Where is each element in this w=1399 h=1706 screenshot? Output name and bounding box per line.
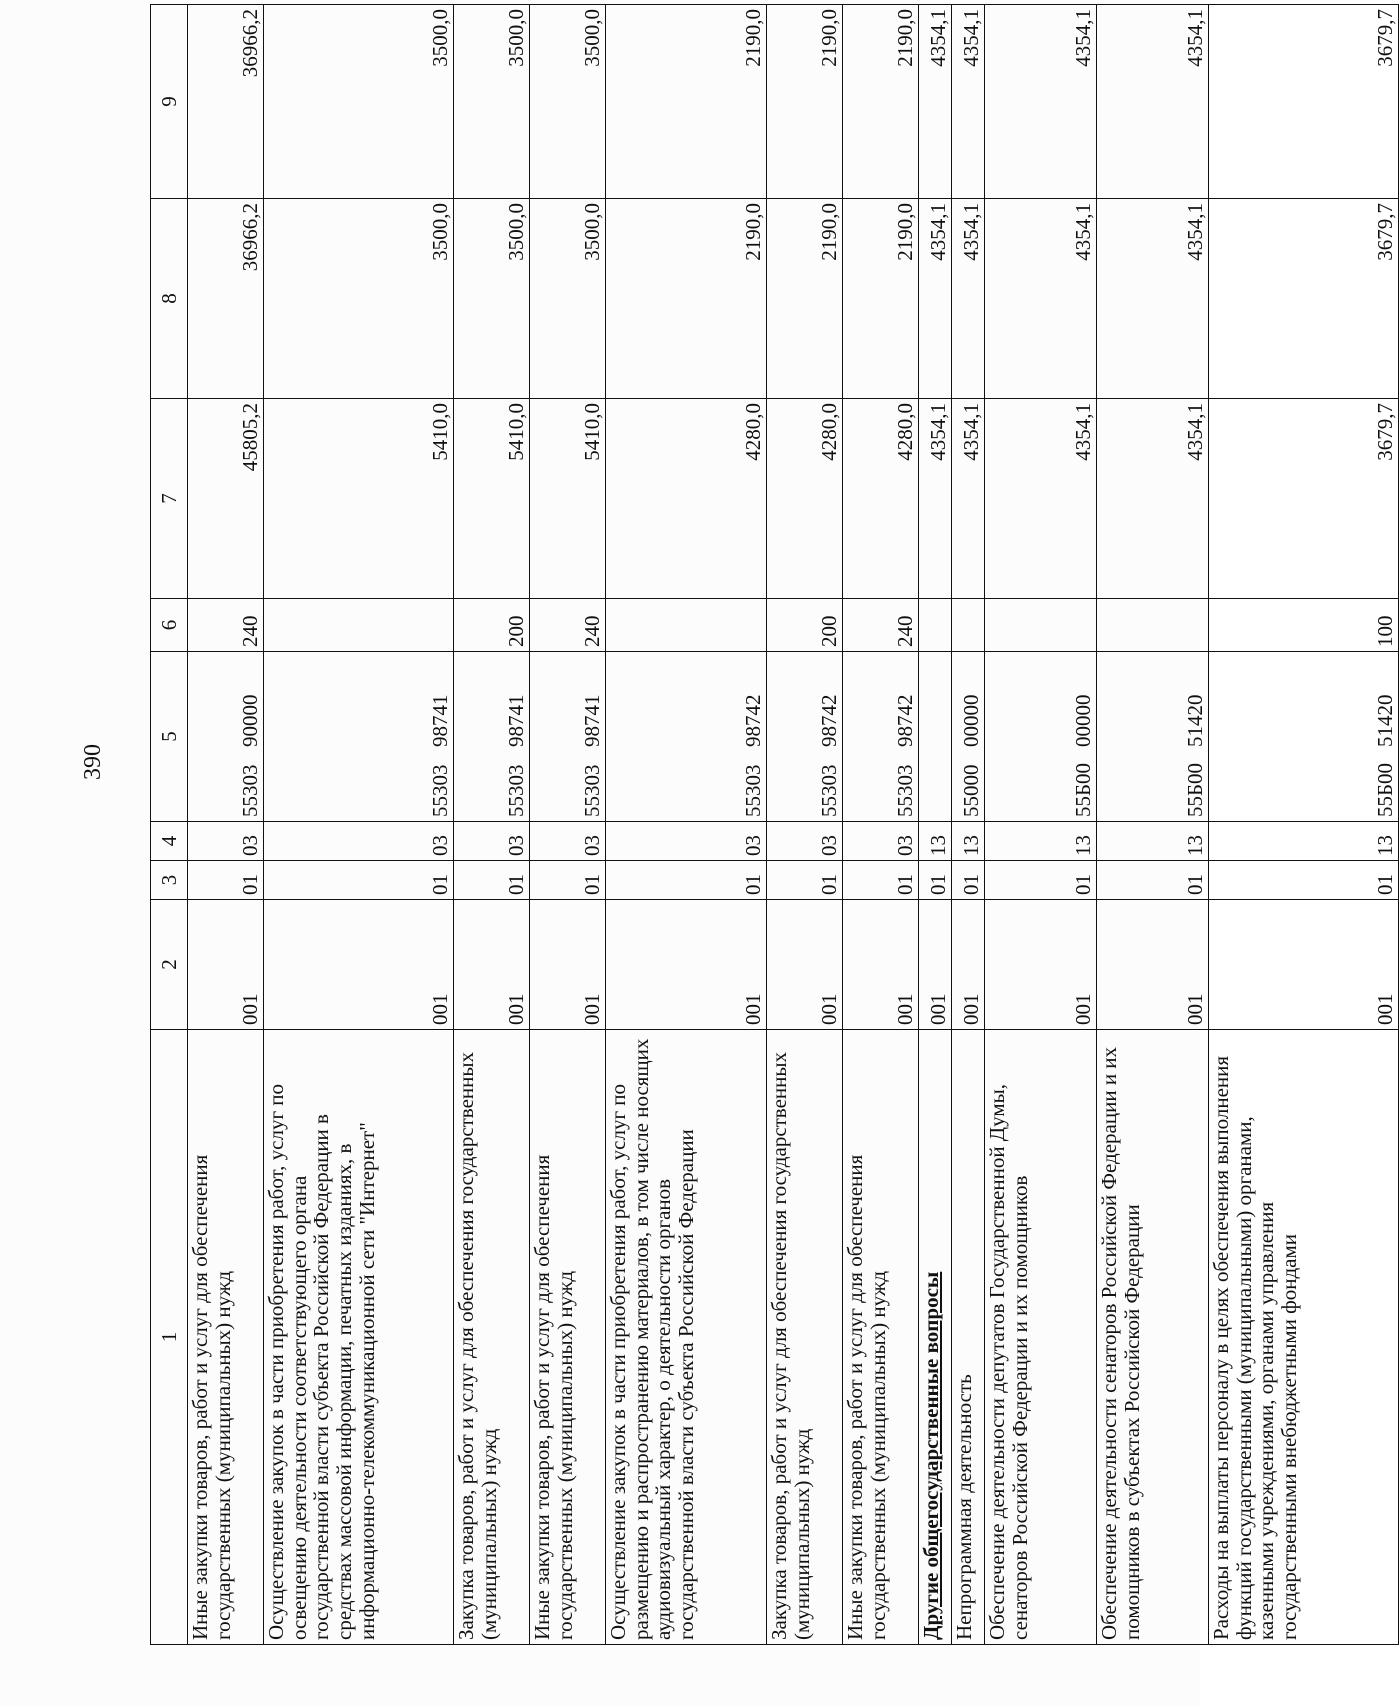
column-header-2: 2: [151, 900, 188, 1030]
row-name-cell: Осуществление закупок в части приобретения работ, услуг по размещению и распространению материалов, в том числе носящих аудиовизуальный характер, о деятельности органов государственной власти субъекта Российской Федерации: [606, 1030, 767, 1645]
column-header-1: 1: [151, 1030, 188, 1645]
row-name-cell: Закупка товаров, работ и услуг для обеспечения государственных (муниципальных) нужд: [454, 1030, 530, 1645]
amount-col9-cell: 3500,0: [264, 5, 454, 199]
amount-col9-cell: 3679,7: [1209, 5, 1399, 199]
amount-col8-cell: 3500,0: [454, 199, 530, 399]
target-article-part-b: 98742: [817, 694, 842, 747]
section-code-cell: 01: [606, 861, 767, 900]
target-article-cell: [606, 652, 767, 822]
amount-col8-cell: 2190,0: [767, 199, 843, 399]
expense-type-cell: 200: [454, 599, 530, 652]
amount-col7-cell: 4354,1: [1097, 399, 1209, 599]
admin-code-cell: 001: [454, 900, 530, 1030]
target-article-part-a: 55303: [580, 764, 605, 817]
rotated-table-wrapper: [150, 5, 1398, 1645]
section-code-cell: 01: [952, 861, 985, 900]
column-header-5: 5: [151, 652, 188, 822]
row-name-cell: Расходы на выплаты персоналу в целях обеспечения выполнения функций государственными (муниципальными) органами, казенными учреждениями, органами управления государственными внебюджетными фондами: [1209, 1030, 1399, 1645]
amount-col7-cell: 5410,0: [454, 399, 530, 599]
target-article-cell: [952, 652, 985, 822]
row-name-cell: Другие общегосударственные вопросы: [919, 1030, 952, 1645]
admin-code-cell: 001: [843, 900, 919, 1030]
target-article-cell: [264, 652, 454, 822]
amount-col7-cell: 3679,7: [1209, 399, 1399, 599]
expense-type-cell: [919, 599, 952, 652]
subsection-code-cell: 13: [919, 822, 952, 861]
target-article-part-a: 55303: [504, 764, 529, 817]
amount-col8-cell: 4354,1: [952, 199, 985, 399]
amount-col8-cell: 4354,1: [919, 199, 952, 399]
subsection-code-cell: 03: [188, 822, 264, 861]
target-article-part-a: 55000: [959, 764, 984, 817]
section-code-cell: 01: [1209, 861, 1399, 900]
target-article-part-a: 55303: [817, 764, 842, 817]
target-article-cell: [530, 652, 606, 822]
target-article-cell: [843, 652, 919, 822]
expense-type-cell: 240: [188, 599, 264, 652]
target-article-part-a: 55Б00: [1071, 762, 1096, 817]
column-header-7: 7: [151, 399, 188, 599]
amount-col7-cell: 4354,1: [952, 399, 985, 599]
amount-col8-cell: 2190,0: [606, 199, 767, 399]
expense-type-cell: [606, 599, 767, 652]
budget-table: [150, 4, 1399, 1645]
amount-col7-cell: 45805,2: [188, 399, 264, 599]
row-name-cell: Закупка товаров, работ и услуг для обеспечения государственных (муниципальных) нужд: [767, 1030, 843, 1645]
amount-col9-cell: 2190,0: [843, 5, 919, 199]
column-header-3: 3: [151, 861, 188, 900]
amount-col9-cell: 36966,2: [188, 5, 264, 199]
amount-col9-cell: 4354,1: [952, 5, 985, 199]
table-row: [843, 5, 919, 1645]
table-row: [919, 5, 952, 1645]
amount-col7-cell: 5410,0: [264, 399, 454, 599]
admin-code-cell: 001: [188, 900, 264, 1030]
expense-type-cell: [952, 599, 985, 652]
expense-type-cell: 240: [843, 599, 919, 652]
subsection-code-cell: 03: [264, 822, 454, 861]
header-row: [151, 5, 188, 1645]
target-article-part-b: 90000: [238, 694, 263, 747]
section-code-cell: 01: [530, 861, 606, 900]
amount-col7-cell: 4280,0: [843, 399, 919, 599]
target-article-part-b: 98741: [428, 694, 453, 747]
amount-col8-cell: 3679,7: [1209, 199, 1399, 399]
target-article-part-a: 55303: [428, 764, 453, 817]
admin-code-cell: 001: [919, 900, 952, 1030]
subsection-code-cell: 13: [952, 822, 985, 861]
admin-code-cell: 001: [985, 900, 1097, 1030]
target-article-cell: [985, 652, 1097, 822]
expense-type-cell: 240: [530, 599, 606, 652]
row-name-cell: Обеспечение деятельности сенаторов Российской Федерации и их помощников в субъектах Российской Федерации: [1097, 1030, 1209, 1645]
amount-col9-cell: 4354,1: [1097, 5, 1209, 199]
subsection-code-cell: 13: [1209, 822, 1399, 861]
expense-type-cell: [1097, 599, 1209, 652]
amount-col9-cell: 3500,0: [454, 5, 530, 199]
subsection-code-cell: 03: [454, 822, 530, 861]
target-article-part-b: 51420: [1373, 694, 1398, 747]
target-article-part-b: 00000: [1071, 694, 1096, 747]
table-row: [952, 5, 985, 1645]
amount-col9-cell: 4354,1: [985, 5, 1097, 199]
subsection-code-cell: 03: [606, 822, 767, 861]
target-article-part-a: 55303: [741, 764, 766, 817]
amount-col8-cell: 4354,1: [1097, 199, 1209, 399]
admin-code-cell: 001: [1209, 900, 1399, 1030]
table-body: [151, 5, 1399, 1645]
page-number: 390: [80, 744, 106, 780]
table-row: [1209, 5, 1399, 1645]
row-name-cell: Иные закупки товаров, работ и услуг для обеспечения государственных (муниципальных) нужд: [843, 1030, 919, 1645]
amount-col9-cell: 2190,0: [606, 5, 767, 199]
target-article-cell: [1097, 652, 1209, 822]
target-article-cell: [454, 652, 530, 822]
amount-col7-cell: 5410,0: [530, 399, 606, 599]
expense-type-cell: [985, 599, 1097, 652]
admin-code-cell: 001: [530, 900, 606, 1030]
table-row: [985, 5, 1097, 1645]
amount-col8-cell: 3500,0: [530, 199, 606, 399]
amount-col8-cell: 2190,0: [843, 199, 919, 399]
target-article-cell: [767, 652, 843, 822]
amount-col8-cell: 4354,1: [985, 199, 1097, 399]
admin-code-cell: 001: [264, 900, 454, 1030]
target-article-part-a: 55Б00: [1373, 762, 1398, 817]
row-name-cell: Непрограммная деятельность: [952, 1030, 985, 1645]
expense-type-cell: 100: [1209, 599, 1399, 652]
column-header-9: 9: [151, 5, 188, 199]
expense-type-cell: [264, 599, 454, 652]
subsection-code-cell: 13: [985, 822, 1097, 861]
row-name-cell: Иные закупки товаров, работ и услуг для обеспечения государственных (муниципальных) нужд: [530, 1030, 606, 1645]
section-code-cell: 01: [985, 861, 1097, 900]
section-code-cell: 01: [264, 861, 454, 900]
table-row: [264, 5, 454, 1645]
table-row: [530, 5, 606, 1645]
amount-col8-cell: 3500,0: [264, 199, 454, 399]
table-row: [767, 5, 843, 1645]
table-row: [188, 5, 264, 1645]
amount-col7-cell: 4280,0: [767, 399, 843, 599]
row-name-cell: Обеспечение деятельности депутатов Государственной Думы, сенаторов Российской Федерации и их помощников: [985, 1030, 1097, 1645]
admin-code-cell: 001: [606, 900, 767, 1030]
table-row: [606, 5, 767, 1645]
section-code-cell: 01: [843, 861, 919, 900]
amount-col7-cell: 4354,1: [985, 399, 1097, 599]
target-article-part-b: 00000: [959, 694, 984, 747]
target-article-part-a: 55303: [238, 764, 263, 817]
admin-code-cell: 001: [952, 900, 985, 1030]
target-article-part-b: 98742: [741, 694, 766, 747]
subsection-code-cell: 03: [530, 822, 606, 861]
target-article-part-b: 98742: [893, 694, 918, 747]
section-code-cell: 01: [767, 861, 843, 900]
column-header-6: 6: [151, 599, 188, 652]
amount-col8-cell: 36966,2: [188, 199, 264, 399]
column-header-4: 4: [151, 822, 188, 861]
amount-col9-cell: 3500,0: [530, 5, 606, 199]
target-article-cell: [919, 652, 952, 822]
amount-col7-cell: 4280,0: [606, 399, 767, 599]
amount-col9-cell: 4354,1: [919, 5, 952, 199]
subsection-code-cell: 03: [767, 822, 843, 861]
subsection-code-cell: 03: [843, 822, 919, 861]
target-article-part-a: 55303: [893, 764, 918, 817]
section-code-cell: 01: [188, 861, 264, 900]
target-article-cell: [1209, 652, 1399, 822]
amount-col9-cell: 2190,0: [767, 5, 843, 199]
section-code-cell: 01: [919, 861, 952, 900]
row-name-cell: Иные закупки товаров, работ и услуг для обеспечения государственных (муниципальных) нужд: [188, 1030, 264, 1645]
section-code-cell: 01: [454, 861, 530, 900]
column-header-8: 8: [151, 199, 188, 399]
table-row: [454, 5, 530, 1645]
table-row: [1097, 5, 1209, 1645]
subsection-code-cell: 13: [1097, 822, 1209, 861]
target-article-cell: [188, 652, 264, 822]
target-article-part-b: 98741: [580, 694, 605, 747]
amount-col7-cell: 4354,1: [919, 399, 952, 599]
target-article-part-b: 98741: [504, 694, 529, 747]
target-article-part-a: 55Б00: [1183, 762, 1208, 817]
row-name-cell: Осуществление закупок в части приобретения работ, услуг по освещению деятельности соответствующего органа государственной власти субъекта Российской Федерации в средствах массовой информации, печатных изданиях, в информационно-телекоммуникационной сети "Интернет": [264, 1030, 454, 1645]
admin-code-cell: 001: [767, 900, 843, 1030]
section-code-cell: 01: [1097, 861, 1209, 900]
expense-type-cell: 200: [767, 599, 843, 652]
admin-code-cell: 001: [1097, 900, 1209, 1030]
target-article-part-b: 51420: [1183, 694, 1208, 747]
